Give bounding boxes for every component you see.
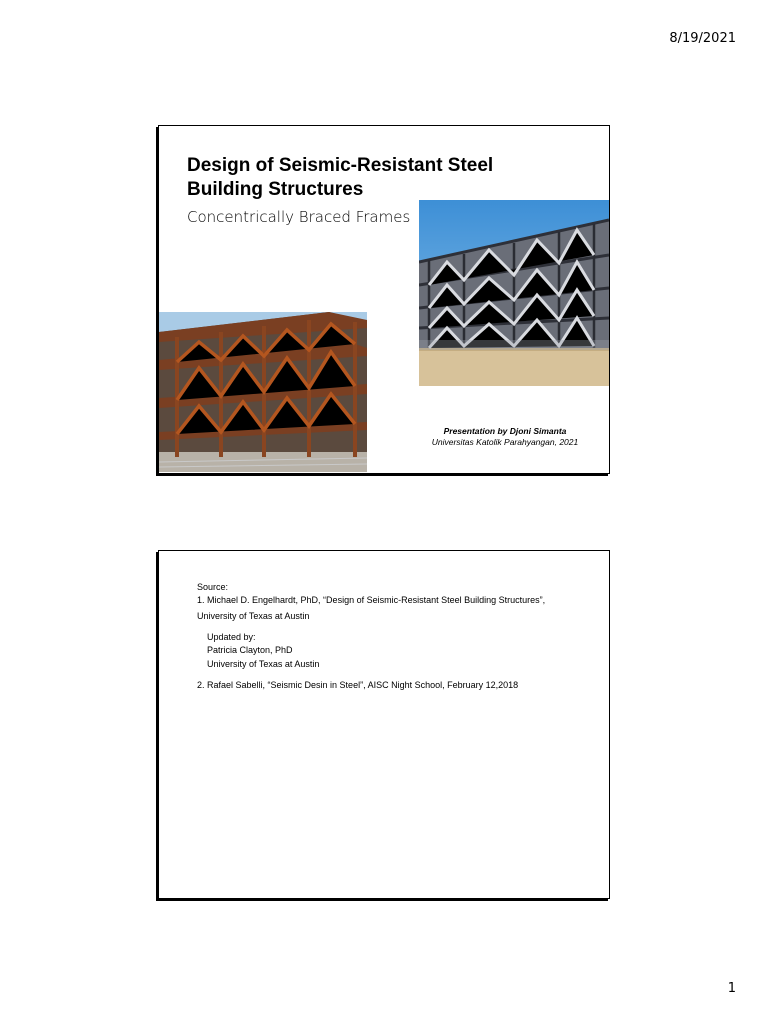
page-date: 8/19/2021 <box>669 31 736 46</box>
title-slide <box>158 125 610 474</box>
slide-title-line-2: Building Structures <box>187 179 364 200</box>
source-label: Source: <box>197 582 229 592</box>
steel-frame-photo-right <box>419 200 609 386</box>
steel-frame-photo-left <box>159 312 367 472</box>
source-slide <box>158 550 610 899</box>
updated-by-name: Patricia Clayton, PhD <box>207 645 293 655</box>
presenter-credit: Presentation by Djoni Simanta <box>443 426 567 436</box>
slide-title <box>187 154 547 202</box>
page-number: 1 <box>727 981 736 996</box>
reference-1-line-2: University of Texas at Austin <box>197 611 310 621</box>
reference-1-line-1: 1. Michael D. Engelhardt, PhD, “Design of Seismic-Resistant Steel Building Structures”, <box>197 595 546 605</box>
slide-subtitle: Concentrically Braced Frames <box>187 208 411 226</box>
slide-title-line-1: Design of Seismic-Resistant Steel <box>187 155 494 176</box>
updated-by-organization: University of Texas at Austin <box>207 659 320 669</box>
reference-2: 2. Rafael Sabelli, “Seismic Desin in Steel”, AISC Night School, February 12,2018 <box>197 680 519 690</box>
updated-by-label: Updated by: <box>207 632 256 642</box>
presenter-affiliation: Universitas Katolik Parahyangan, 2021 <box>431 437 579 447</box>
